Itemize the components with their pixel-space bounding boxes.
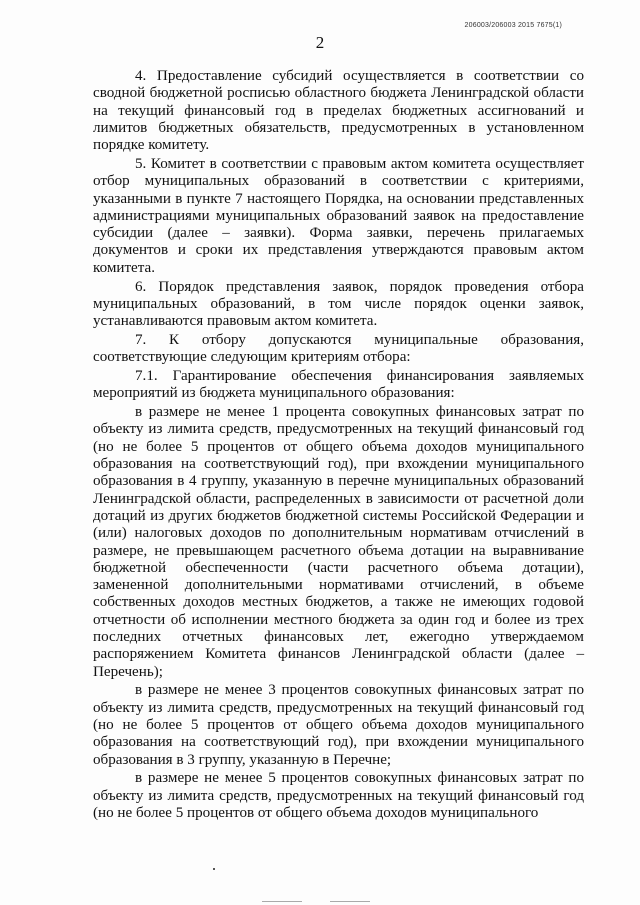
document-registration-code: 206003/206003 2015 7675(1) [464,22,562,29]
scan-edge-line [330,901,370,902]
page-number: 2 [315,33,325,52]
scan-speck [213,868,215,870]
scan-edge-line [262,901,302,902]
criterion-group-2-partial: в размере не менее 5 процентов совокупных финансовых затрат по объекту из лимита средств, предусмотренных на текущий финансовый год (но не более 5 процентов от общего объема доходов муниципального [93,770,584,821]
criterion-group-3: в размере не менее 3 процентов совокупных финансовых затрат по объекту из лимита средств, предусмотренных на текущий финансовый год (но не более 5 процентов от общего объема доходов муниципального образования на соответствующий год), при вхождении муниципального образования в 3 группу, указанную в Перечне; [93,682,584,768]
paragraph-5-selection: 5. Комитет в соответствии с правовым актом комитета осуществляет отбор муниципальных образований в соответствии с критериями, указанными в пункте 7 настоящего Порядка, на основании представленных администрациями муниципальных образований заявок на предоставление субсидии (далее – заявки). Форма заявки, перечень прилагаемых документов и сроки их представления утверждаются правовым актом комитета. [93,155,584,276]
criterion-group-4: в размере не менее 1 процента совокупных финансовых затрат по объекту из лимита средств, предусмотренных на текущий финансовый год (но не более 5 процентов от общего объема доходов муниципального образования на соответствующий год), при вхождении муниципального образования в 4 группу, указанную в перечне муниципальных образований Ленинградской области, распределенных в зависимости от расчетной доли дотаций из других бюджетов бюджетной системы Российской Федерации и (или) налоговых доходов по дополнительным нормативам отчислений в размере, не превышающем расчетного объема дотации на выравнивание бюджетной обеспеченности (части расчетного объема дотации), замененной дополнительными нормативами отчислений, в объеме собственных доходов местных бюджетов, а также не имеющих годовой отчетности об исполнении местного бюджета за один год и более из трех последних отчетных финансовых лет, ежегодно утверждаемом распоряжением Комитета финансов Ленинградской области (далее – Перечень); [93,404,584,680]
paragraph-6-procedure: 6. Порядок представления заявок, порядок проведения отбора муниципальных образований, в том числе порядок оценки заявок, устанавливаются правовым актом комитета. [93,278,584,330]
paragraph-7-criteria: 7. К отбору допускаются муниципальные образования, соответствующие следующим критериям отбора: [93,331,584,366]
paragraph-7-1-guarantee: 7.1. Гарантирование обеспечения финансирования заявляемых мероприятий из бюджета муниципального образования: [93,368,584,402]
paragraph-4-subsidies: 4. Предоставление субсидий осуществляется в соответствии со сводной бюджетной росписью областного бюджета Ленинградской области на текущий финансовый год в пределах бюджетных ассигнований и лимитов бюджетных обязательств, предусмотренных в установленном порядке комитету. [93,68,584,154]
document-body [93,68,584,822]
